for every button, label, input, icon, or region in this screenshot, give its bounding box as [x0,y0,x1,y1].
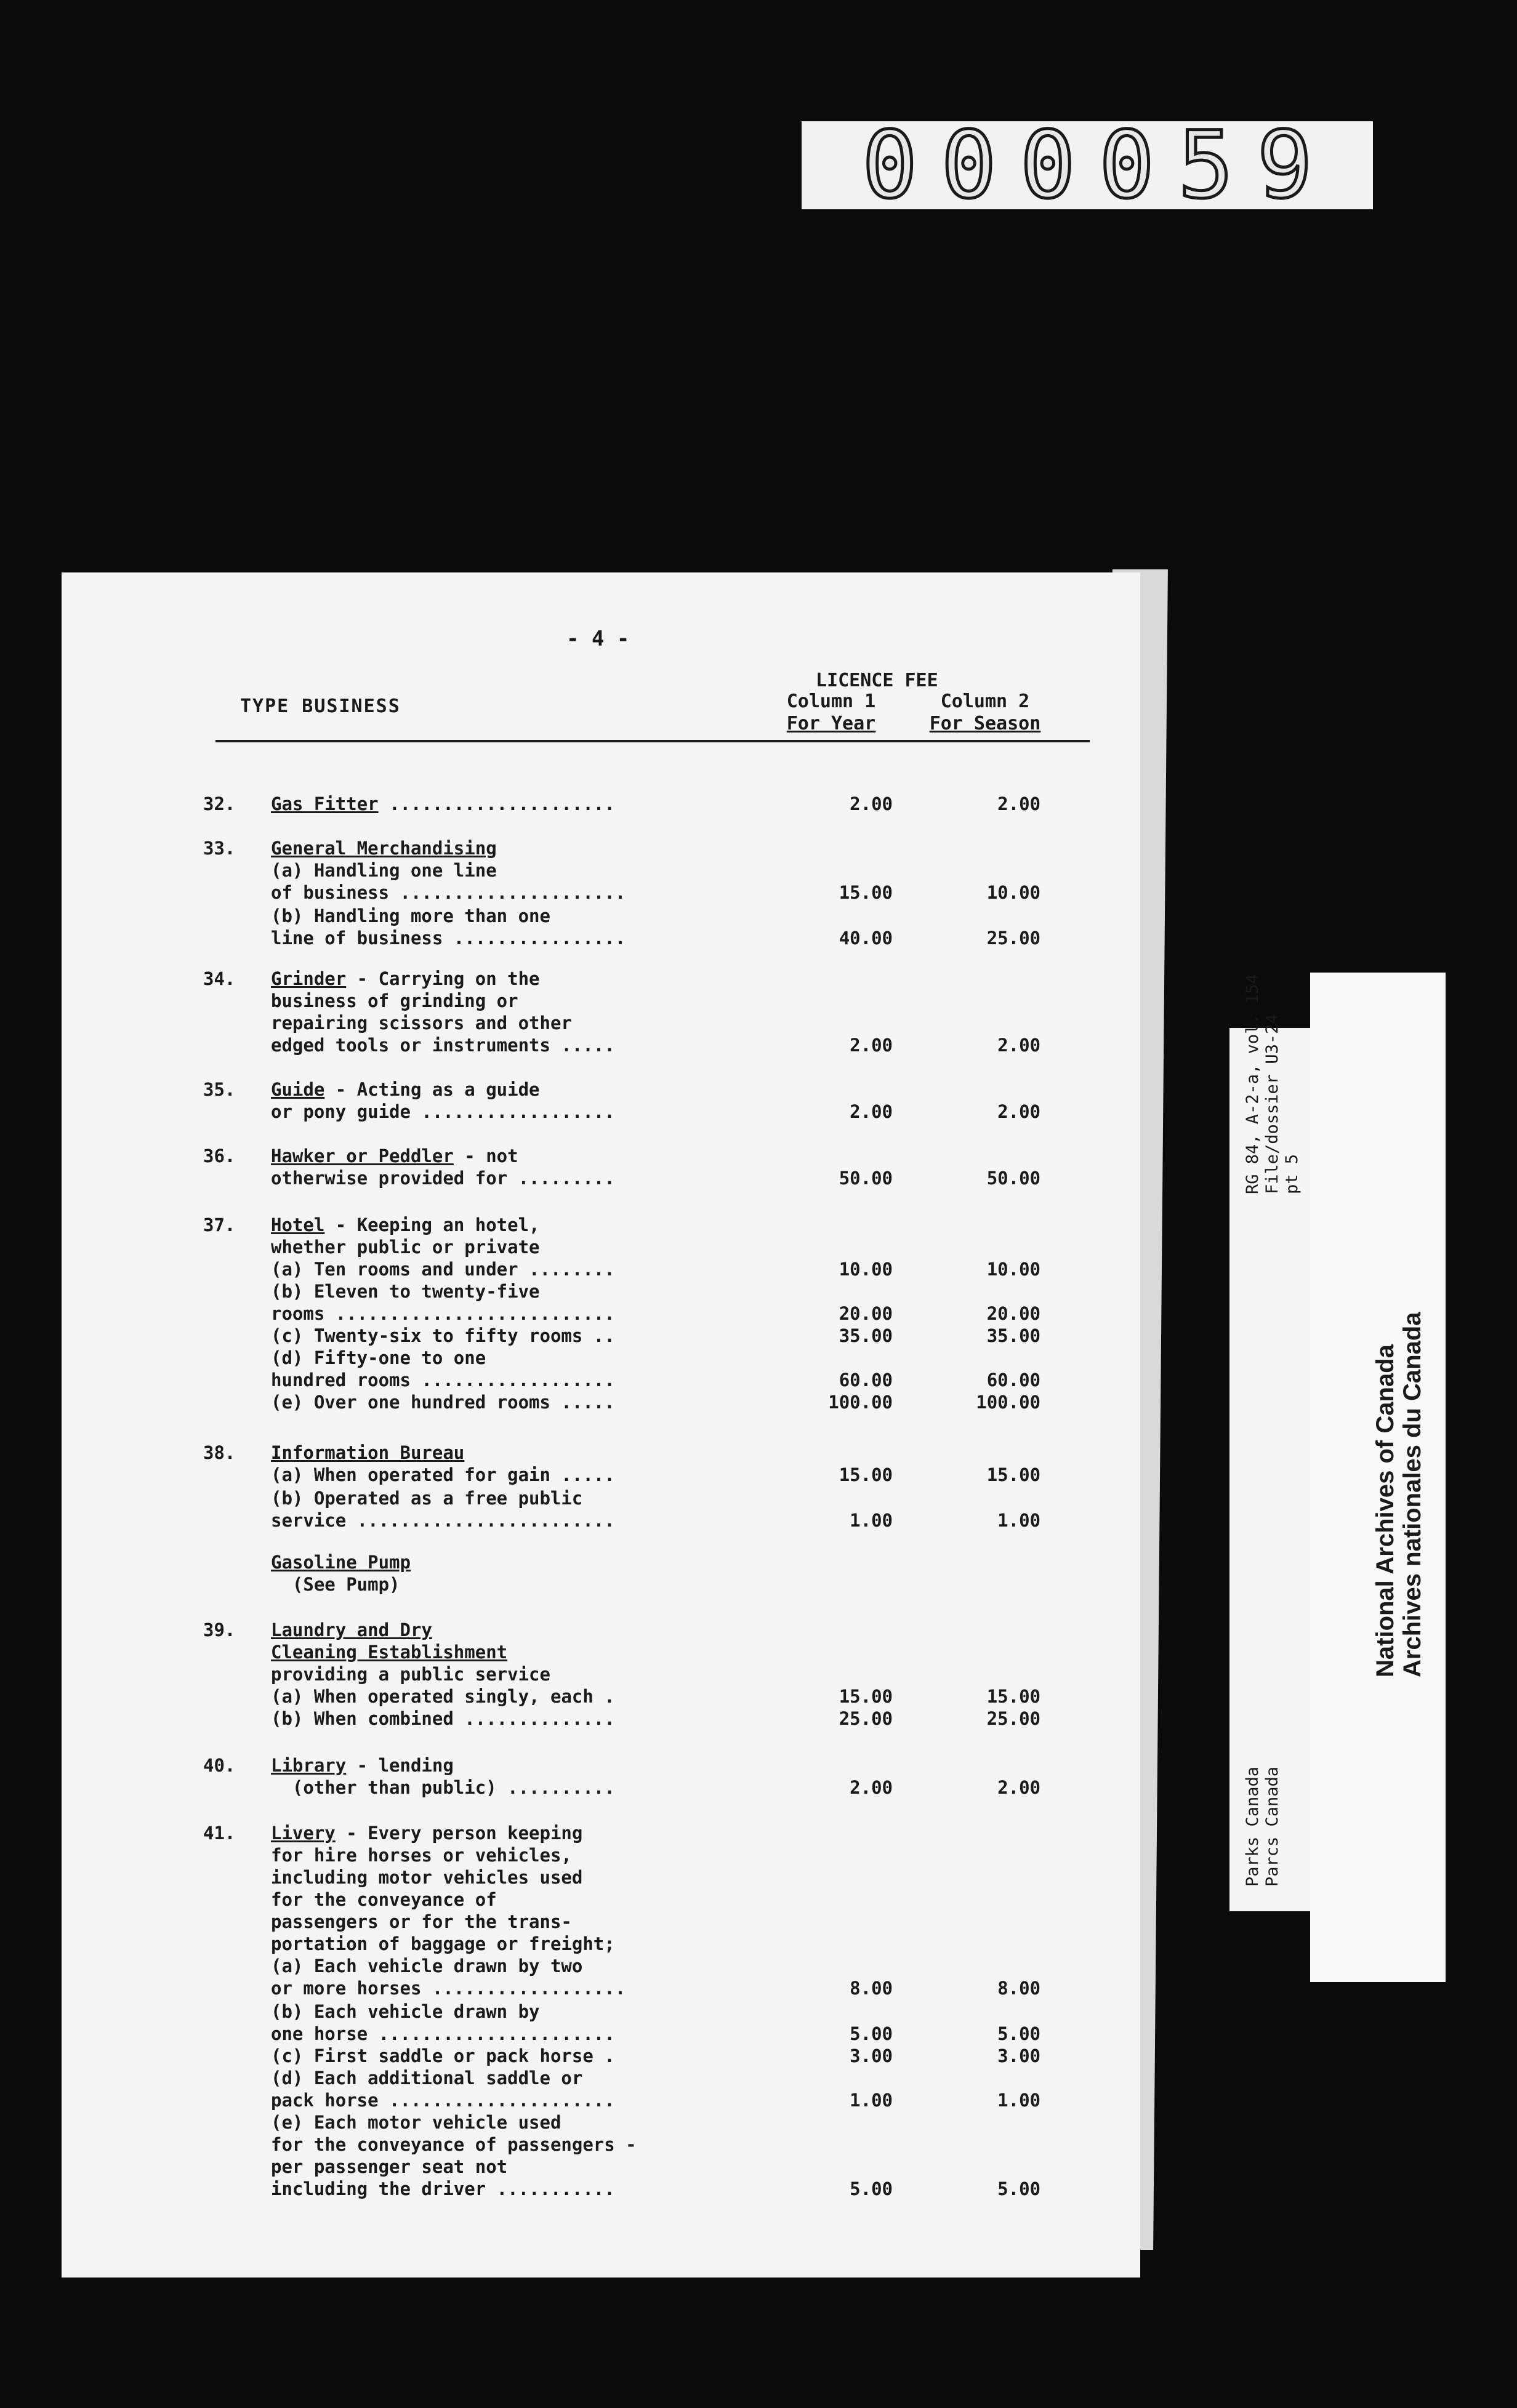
fee-column-2: 20.00 [986,1303,1040,1324]
entry-text: (See Pump) [271,1574,400,1595]
reference-line-2: File/dossier U3-24 [1263,1014,1282,1194]
header-column-1 [760,691,902,735]
entry-number: 37. [203,1214,236,1235]
fee-column-1: 2.00 [850,1035,893,1056]
entry-text: for the conveyance of [271,1889,497,1910]
reference-line-4: Parks Canada [1243,1766,1262,1887]
header-column-2-title: Column 2 [940,691,1030,712]
entry-text: for the conveyance of passengers - [271,2134,637,2155]
entry-text: (b) When combined .............. [271,1708,615,1729]
fee-column-1: 1.00 [850,1510,893,1531]
fee-column-2: 2.00 [997,793,1040,814]
entry-text: Guide - Acting as a guide [271,1079,540,1100]
entry-text: (b) Handling more than one [271,905,550,926]
entry-text: including the driver ........... [271,2178,615,2199]
fee-column-1: 2.00 [850,793,893,814]
archives-label [1310,973,1446,1982]
fee-column-1: 35.00 [839,1325,893,1346]
entry-text: providing a public service [271,1664,550,1685]
fee-column-2: 25.00 [986,1708,1040,1729]
fee-column-2: 10.00 [986,882,1040,903]
entry-text: (b) Operated as a free public [271,1488,583,1509]
fee-column-2: 8.00 [997,1978,1040,1999]
fee-column-2: 2.00 [997,1035,1040,1056]
fee-column-2: 1.00 [997,1510,1040,1531]
frame-number-strip [802,111,1373,219]
entry-number: 32. [203,793,236,814]
reference-line-3: pt 5 [1282,1154,1302,1194]
fee-column-2: 1.00 [997,2090,1040,2111]
entry-text: (d) Each additional saddle or [271,2068,583,2089]
archives-line-2: Archives nationales du Canada [1399,1312,1426,1677]
entry-text: of business ..................... [271,882,626,903]
fee-column-1: 40.00 [839,928,893,949]
entry-text: passengers or for the trans- [271,1911,572,1932]
entry-number: 41. [203,1823,236,1844]
entry-text: (a) Each vehicle drawn by two [271,1956,583,1977]
entry-text: Hawker or Peddler - not [271,1146,518,1166]
entry-text: hundred rooms .................. [271,1370,615,1391]
header-type-business: TYPE BUSINESS [240,696,401,717]
fee-column-2: 100.00 [976,1392,1040,1413]
entry-text: rooms .......................... [271,1303,615,1324]
entry-text: Laundry and Dry [271,1619,432,1640]
fee-column-1: 1.00 [850,2090,893,2111]
entry-text: General Merchandising [271,838,497,859]
fee-column-1: 2.00 [850,1101,893,1122]
archives-line-1: National Archives of Canada [1372,1344,1399,1677]
entry-text: (e) Each motor vehicle used [271,2112,561,2133]
header-column-1-title: Column 1 [786,691,876,712]
entry-number: 33. [203,838,236,859]
fee-column-2: 60.00 [986,1370,1040,1391]
entry-text: for hire horses or vehicles, [271,1845,572,1866]
page-number: - 4 - [566,627,630,651]
fee-column-1: 15.00 [839,1686,893,1707]
entry-text: (d) Fifty-one to one [271,1347,486,1368]
fee-column-2: 5.00 [997,2023,1040,2044]
fee-column-1: 5.00 [850,2023,893,2044]
entry-text: one horse ...................... [271,2023,615,2044]
entry-text: service ........................ [271,1510,615,1531]
fee-column-2: 50.00 [986,1168,1040,1189]
entry-text: or more horses .................. [271,1978,626,1999]
fee-column-2: 2.00 [997,1101,1040,1122]
entry-text: (a) When operated singly, each . [271,1686,615,1707]
entry-text: whether public or private [271,1237,540,1258]
entry-text: per passenger seat not [271,2156,508,2177]
reference-label [1229,974,1312,1911]
entry-text: Gasoline Pump [271,1552,411,1573]
document-page [62,572,1140,2278]
entry-text: Gas Fitter ..................... [271,793,615,814]
entry-text: portation of baggage or freight; [271,1933,615,1954]
entry-text: edged tools or instruments ..... [271,1035,615,1056]
entry-text: (other than public) .......... [271,1777,615,1798]
entry-text: repairing scissors and other [271,1013,572,1033]
reference-line-1: RG 84, A-2-a, vol. 154 [1243,974,1262,1194]
header-column-1-subtitle: For Year [786,713,876,734]
frame-number: 000059 [862,111,1336,219]
entry-text: Livery - Every person keeping [271,1823,583,1844]
entry-text: otherwise provided for ......... [271,1168,615,1189]
entry-text: Library - lending [271,1755,454,1776]
fee-column-1: 2.00 [850,1777,893,1798]
header-column-2-subtitle: For Season [929,713,1041,734]
entry-number: 38. [203,1442,236,1463]
entry-number: 35. [203,1079,236,1100]
entry-text: (a) Ten rooms and under ........ [271,1259,615,1280]
fee-column-1: 5.00 [850,2178,893,2199]
header-rule [215,740,1090,742]
entry-number: 40. [203,1755,236,1776]
entry-text: line of business ................ [271,928,626,949]
fee-column-1: 25.00 [839,1708,893,1729]
fee-column-2: 5.00 [997,2178,1040,2199]
entry-text: (e) Over one hundred rooms ..... [271,1392,615,1413]
entry-text: (c) First saddle or pack horse . [271,2045,615,2066]
fee-column-2: 2.00 [997,1777,1040,1798]
fee-column-1: 15.00 [839,882,893,903]
entry-text: (a) When operated for gain ..... [271,1464,615,1485]
entry-text: Cleaning Establishment [271,1642,508,1663]
entry-text: (c) Twenty-six to fifty rooms .. [271,1325,615,1346]
entry-text: or pony guide .................. [271,1101,615,1122]
entry-text: including motor vehicles used [271,1867,583,1888]
fee-column-1: 8.00 [850,1978,893,1999]
entry-text: (a) Handling one line [271,860,497,881]
fee-column-2: 35.00 [986,1325,1040,1346]
fee-column-1: 10.00 [839,1259,893,1280]
entry-number: 36. [203,1146,236,1166]
fee-column-2: 15.00 [986,1686,1040,1707]
fee-column-1: 20.00 [839,1303,893,1324]
fee-column-2: 3.00 [997,2045,1040,2066]
entry-text: Information Bureau [271,1442,465,1463]
fee-column-2: 15.00 [986,1464,1040,1485]
fee-column-1: 3.00 [850,2045,893,2066]
entry-text: (b) Each vehicle drawn by [271,2001,540,2022]
fee-column-2: 10.00 [986,1259,1040,1280]
reference-line-5: Parcs Canada [1263,1766,1282,1887]
fee-column-1: 50.00 [839,1168,893,1189]
entry-text: business of grinding or [271,990,518,1011]
fee-column-1: 60.00 [839,1370,893,1391]
header-licence-fee: LICENCE FEE [816,670,938,691]
fee-column-2: 25.00 [986,928,1040,949]
fee-column-1: 100.00 [828,1392,893,1413]
entry-number: 39. [203,1619,236,1640]
entry-text: Grinder - Carrying on the [271,968,540,989]
entry-text: pack horse ..................... [271,2090,615,2111]
header-column-2 [908,691,1062,735]
entry-text: (b) Eleven to twenty-five [271,1281,540,1302]
entry-text: Hotel - Keeping an hotel, [271,1214,540,1235]
entry-number: 34. [203,968,236,989]
fee-column-1: 15.00 [839,1464,893,1485]
